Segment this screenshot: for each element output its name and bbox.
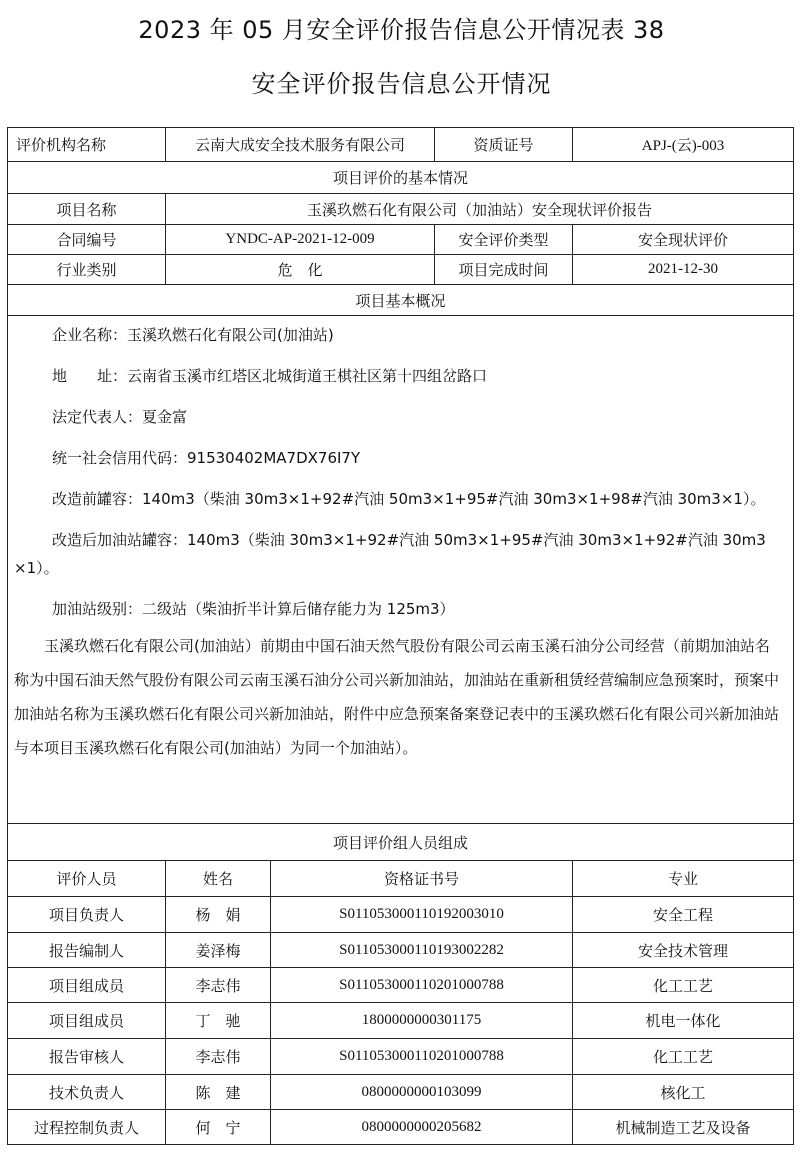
team-row [8,968,794,1003]
cert-label: 资质证号 [435,128,573,162]
member-cert: S011053000110192003010 [271,897,573,933]
contract-row [8,225,794,255]
member-role: 报告编制人 [8,933,166,968]
project-name-row [8,194,794,225]
member-major: 化工工艺 [573,968,794,1003]
contract-value: YNDC-AP-2021-12-009 [166,225,435,255]
agency-value: 云南大成安全技术服务有限公司 [166,128,435,162]
credit-code-line: 统一社会信用代码：91530402MA7DX76I7Y [52,449,361,467]
member-cert: S011053000110201000788 [271,968,573,1003]
cert-value: APJ-(云)-003 [573,128,794,162]
member-role: 过程控制负责人 [8,1110,166,1145]
basic-section-title: 项目评价的基本情况 [8,162,794,194]
member-name: 陈 建 [166,1075,271,1110]
member-role: 报告审核人 [8,1039,166,1075]
member-major: 安全工程 [573,897,794,933]
tank-before-line: 改造前罐容：140m3（柴油 30m3×1+92#汽油 50m3×1+95#汽油 30m3×1+98#汽油 30m3×1）。 [52,490,766,508]
agency-label: 评价机构名称 [8,128,166,162]
member-name: 李志伟 [166,968,271,1003]
document-subtitle: 安全评价报告信息公开情况 [251,70,552,98]
info-table [7,127,794,1145]
team-header-row [8,861,794,897]
header-name: 姓名 [166,861,271,897]
member-cert: S011053000110201000788 [271,1039,573,1075]
industry-row [8,255,794,285]
industry-value: 危 化 [166,255,435,285]
header-major: 专业 [573,861,794,897]
member-major: 安全技术管理 [573,933,794,968]
industry-label: 行业类别 [8,255,166,285]
project-name-label: 项目名称 [8,194,166,225]
member-name: 杨 娟 [166,897,271,933]
project-name-value: 玉溪玖燃石化有限公司（加油站）安全现状评价报告 [166,194,794,225]
team-row [8,1110,794,1145]
company-name-line: 企业名称：玉溪玖燃石化有限公司(加油站) [52,326,334,344]
legal-rep-line: 法定代表人：夏金富 [52,408,188,426]
header-cert: 资格证书号 [271,861,573,897]
header-role: 评价人员 [8,861,166,897]
member-major: 化工工艺 [573,1039,794,1075]
overview-row [8,316,794,824]
contract-label: 合同编号 [8,225,166,255]
agency-row [8,128,794,162]
member-role: 项目负责人 [8,897,166,933]
member-role: 技术负责人 [8,1075,166,1110]
station-level-line: 加油站级别：二级站（柴油折半计算后储存能力为 125m3） [52,600,455,618]
tank-after-line-cont: ×1）。 [14,559,59,577]
member-role: 项目组成员 [8,1003,166,1039]
member-name: 丁 驰 [166,1003,271,1039]
eval-type-value: 安全现状评价 [573,225,794,255]
tank-after-line: 改造后加油站罐容：140m3（柴油 30m3×1+92#汽油 50m3×1+95#汽油 30m3×1+92#汽油 30m3 [52,531,766,549]
member-major: 核化工 [573,1075,794,1110]
complete-time-value: 2021-12-30 [573,255,794,285]
member-cert: S011053000110193002282 [271,933,573,968]
member-major: 机电一体化 [573,1003,794,1039]
member-name: 何 宁 [166,1110,271,1145]
member-role: 项目组成员 [8,968,166,1003]
overview-section-title: 项目基本概况 [8,285,794,316]
team-row [8,1075,794,1110]
eval-type-label: 安全评价类型 [435,225,573,255]
history-paragraph: 玉溪玖燃石化有限公司(加油站）前期由中国石油天然气股份有限公司云南玉溪石油分公司经营（前期加油站名称为中国石油天然气股份有限公司云南玉溪石油分公司兴新加油站，加油站在重新租赁经营编制应急预案时，预案中加油站名称为玉溪玖燃石化有限公司兴新加油站，附件中应急预案备案登记表中的玉溪玖燃石化有限公司兴新加油站与本项目玉溪玖燃石化有限公司(加油站）为同一个加油站）。 [14,637,780,757]
team-row [8,1039,794,1075]
member-cert: 0800000000205682 [271,1110,573,1145]
member-cert: 1800000000301175 [271,1003,573,1039]
member-name: 李志伟 [166,1039,271,1075]
address-line: 地 址：云南省玉溪市红塔区北城街道王棋社区第十四组岔路口 [52,367,488,385]
team-section-title: 项目评价组人员组成 [8,824,794,861]
member-major: 机械制造工艺及设备 [573,1110,794,1145]
team-row [8,1003,794,1039]
complete-time-label: 项目完成时间 [435,255,573,285]
team-row [8,933,794,968]
team-row [8,897,794,933]
member-cert: 0800000000103099 [271,1075,573,1110]
overview-body [8,316,794,824]
member-name: 姜泽梅 [166,933,271,968]
document-title: 2023 年 05 月安全评价报告信息公开情况表 38 [138,16,665,44]
